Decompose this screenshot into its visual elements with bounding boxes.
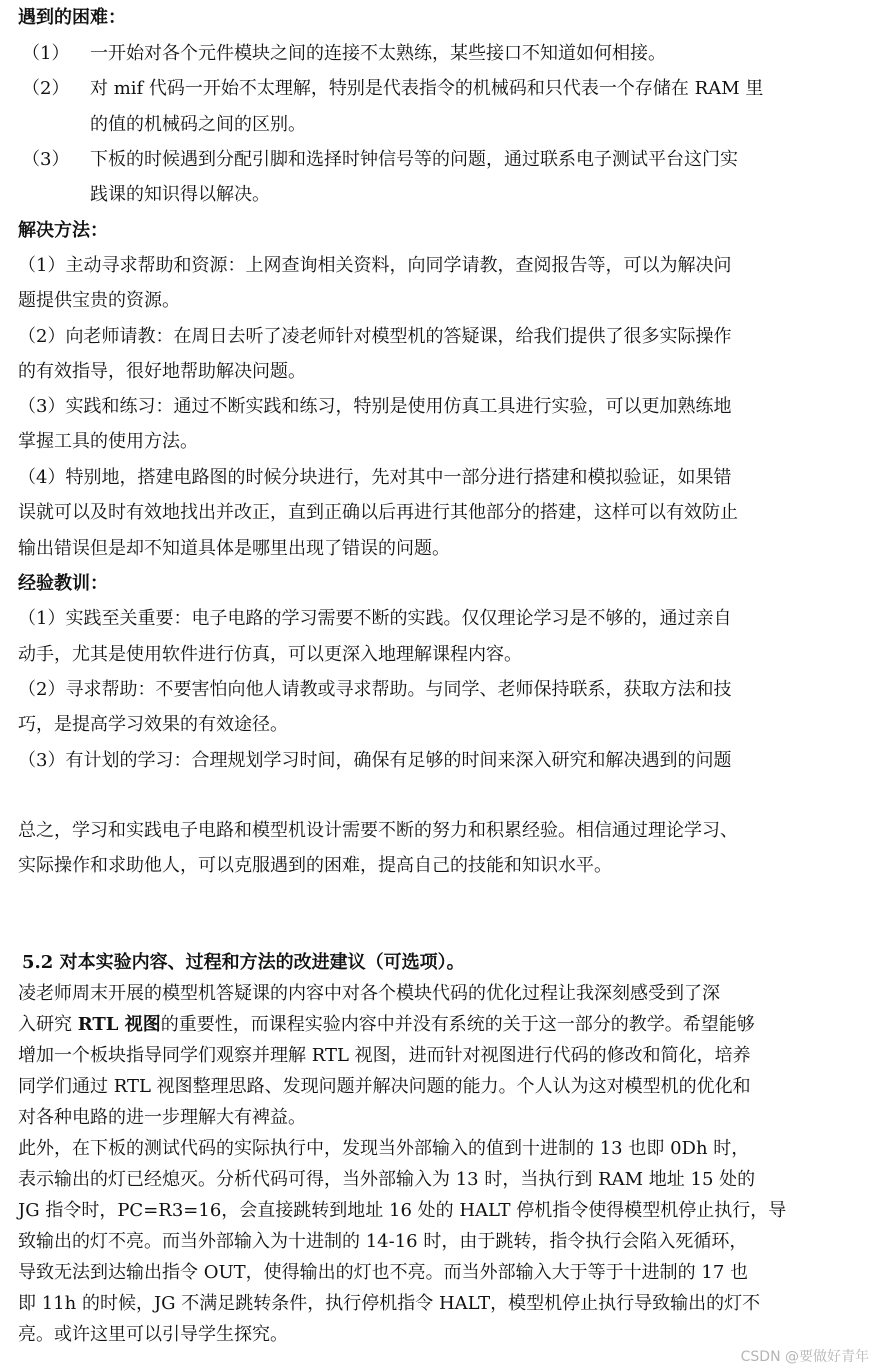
section-line: 亮。或许这里可以引导学生探究。 (18, 1324, 288, 1345)
solutions-line: （2）向老师请教：在周日去听了凌老师针对模型机的答疑课，给我们提供了很多实际操作 (18, 326, 732, 347)
lessons-line: （3）有计划的学习：合理规划学习时间，确保有足够的时间来深入研究和解决遇到的问题 (18, 750, 732, 771)
difficulty-text: 下板的时候遇到分配引脚和选择时钟信号等的问题，通过联系电子测试平台这门实 (90, 149, 738, 170)
solutions-line: 题提供宝贵的资源。 (18, 290, 180, 311)
section-line: JG 指令时，PC=R3=16，会直接跳转到地址 16 处的 HALT 停机指令使得模型机停止执行，导 (18, 1200, 787, 1221)
section-line: 此外，在下板的测试代码的实际执行中，发现当外部输入的值到十进制的 13 也即 0Dh 时， (18, 1138, 750, 1159)
solutions-line: （1）主动寻求帮助和资源：上网查询相关资料，向同学请教，查阅报告等，可以为解决问 (18, 255, 732, 276)
difficulty-number: （1） (22, 43, 70, 64)
section-heading: 5.2 对本实验内容、过程和方法的改进建议（可选项）。 (22, 952, 465, 973)
summary-line: 实际操作和求助他人，可以克服遇到的困难，提高自己的技能和知识水平。 (18, 855, 612, 876)
solutions-heading: 解决方法： (18, 220, 108, 241)
lessons-line: 巧，是提高学习效果的有效途径。 (18, 714, 288, 735)
summary-line: 总之，学习和实践电子电路和模型机设计需要不断的努力和积累经验。相信通过理论学习、 (18, 820, 738, 841)
section-line: 导致无法到达输出指令 OUT，使得输出的灯也不亮。而当外部输入大于等于十进制的 17 也 (18, 1262, 748, 1283)
lessons-line: （1）实践至关重要：电子电路的学习需要不断的实践。仅仅理论学习是不够的，通过亲自 (18, 608, 732, 629)
section-line: 凌老师周末开展的模型机答疑课的内容中对各个模块代码的优化过程让我深刻感受到了深 (18, 983, 720, 1004)
section-line: 对各种电路的进一步理解大有裨益。 (18, 1107, 306, 1128)
section-line: 增加一个板块指导同学们观察并理解 RTL 视图，进而针对视图进行代码的修改和简化，培养 (18, 1045, 751, 1066)
lessons-heading: 经验教训： (18, 573, 108, 594)
rtl-view-emphasis: RTL 视图 (77, 1014, 161, 1035)
section-line: 致输出的灯不亮。而当外部输入为十进制的 14-16 时，由于跳转，指令执行会陷入死循环， (18, 1231, 748, 1252)
solutions-line: 误就可以及时有效地找出并改正，直到正确以后再进行其他部分的搭建，这样可以有效防止 (18, 502, 738, 523)
section-line: 同学们通过 RTL 视图整理思路、发现问题并解决问题的能力。个人认为这对模型机的优化和 (18, 1076, 751, 1097)
solutions-line: 的有效指导，很好地帮助解决问题。 (18, 361, 306, 382)
section-line: 即 11h 的时候，JG 不满足跳转条件，执行停机指令 HALT，模型机停止执行导致输出的灯不 (18, 1293, 761, 1314)
difficulty-text: 一开始对各个元件模块之间的连接不太熟练，某些接口不知道如何相接。 (90, 43, 666, 64)
lessons-line: （2）寻求帮助：不要害怕向他人请教或寻求帮助。与同学、老师保持联系，获取方法和技 (18, 679, 732, 700)
section-text: 入研究 (18, 1014, 78, 1035)
lessons-line: 动手，尤其是使用软件进行仿真，可以更深入地理解课程内容。 (18, 644, 522, 665)
difficulty-number: （2） (22, 78, 70, 99)
difficulty-text: 对 mif 代码一开始不太理解，特别是代表指令的机械码和只代表一个存储在 RAM 里 (90, 78, 764, 99)
solutions-line: （3）实践和练习：通过不断实践和练习，特别是使用仿真工具进行实验，可以更加熟练地 (18, 396, 732, 417)
solutions-line: 掌握工具的使用方法。 (18, 431, 198, 452)
solutions-line: 输出错误但是却不知道具体是哪里出现了错误的问题。 (18, 538, 450, 559)
difficulty-number: （3） (22, 149, 70, 170)
csdn-watermark: CSDN @要做好青年 (740, 1349, 869, 1365)
difficulties-heading: 遇到的困难： (18, 7, 126, 28)
solutions-line: （4）特别地，搭建电路图的时候分块进行，先对其中一部分进行搭建和模拟验证，如果错 (18, 467, 732, 488)
section-text: 的重要性，而课程实验内容中并没有系统的关于这一部分的教学。希望能够 (160, 1014, 755, 1035)
section-line (18, 1014, 755, 1036)
difficulty-text: 践课的知识得以解决。 (90, 184, 270, 205)
difficulty-text: 的值的机械码之间的区别。 (90, 114, 306, 135)
section-line: 表示输出的灯已经熄灭。分析代码可得，当外部输入为 13 时，当执行到 RAM 地址 15 处的 (18, 1169, 756, 1190)
